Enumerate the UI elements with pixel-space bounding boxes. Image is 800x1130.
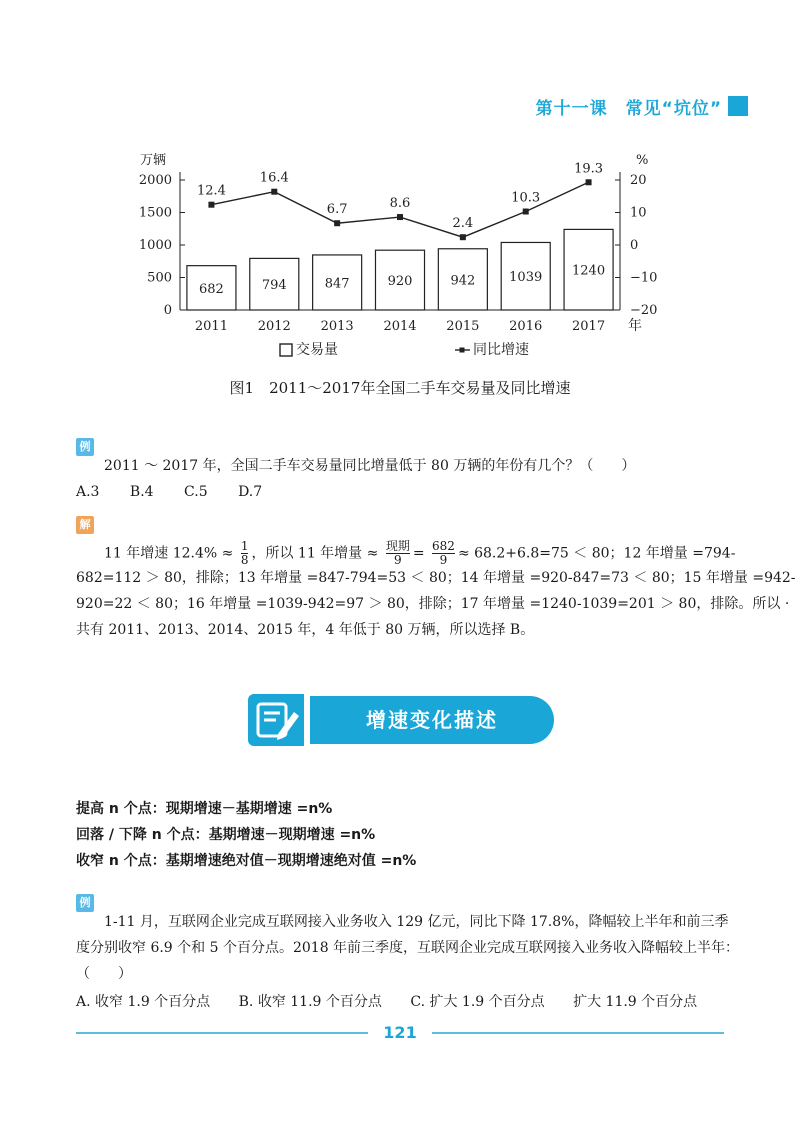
example1-question: 2011 ～ 2017 年，全国二手车交易量同比增量低于 80 万辆的年份有几个？（ ） [104,458,636,474]
fraction-denominator: 9 [439,553,448,567]
example-tag: 例 [76,438,94,456]
volume-bar-label: 682 [199,281,224,297]
x-tick-label: 2011 [194,319,228,334]
volume-bar-label: 942 [450,273,476,289]
growth-point [334,220,340,226]
example2-line2: 度分别收窄 6.9 个和 5 个百分点。2018 年前三季度，互联网企业完成互联网接入业务收入降幅较上半年： [76,940,740,956]
option-a: A. 收窄 1.9 个百分点 [76,994,211,1010]
fraction-682-9 [432,540,455,567]
solution-tag: 解 [76,516,94,534]
growth-point [208,202,214,208]
formula-decrease: 回落 / 下降 n 个点：基期增速－现期增速 =n% [76,827,376,843]
x-tick-label: 2012 [257,319,291,334]
volume-bar-label: 920 [387,274,413,290]
right-tick-label: −10 [630,270,658,286]
growth-label: 19.3 [574,161,604,177]
left-tick-label: 2000 [138,173,172,188]
option-b: B.4 [129,484,154,500]
trade-volume-chart [110,140,670,380]
left-tick-label: 0 [163,303,172,318]
page-number: 121 [383,1023,417,1042]
volume-bar-label: 1039 [509,270,543,286]
chapter-marker [728,96,748,116]
growth-label: 10.3 [511,190,541,206]
growth-point [523,209,529,215]
formula-increase: 提高 n 个点：现期增速－基期增速 =n% [76,801,333,817]
fraction-denominator: 9 [394,553,402,567]
fraction-numerator: 682 [432,539,455,553]
left-tick-label: 1500 [138,205,172,221]
fraction-current-9 [386,540,410,567]
growth-label: 6.7 [326,202,348,218]
pencil-notes-icon [248,694,304,746]
footer-rule-left [76,1032,368,1034]
example-tag: 例 [76,894,94,912]
growth-point [586,179,592,185]
right-tick-label: −20 [630,303,658,318]
right-tick-label: 10 [630,205,647,221]
solution-text: ，所以 11 年增量 ≈ [251,545,379,562]
volume-bar-label: 1240 [572,263,606,279]
legend-line-marker [460,348,465,353]
right-axis-unit: % [636,153,649,168]
solution1-line1 [104,540,735,567]
legend-bar-label: 交易量 [296,342,338,358]
option-d: D.7 [238,484,263,500]
solution1-line3: 920=22 ＜ 80；16 年增量 =1039-942=97 ＞ 80，排除；17 年增量 =1240-1039=201 ＞ 80，排除。所以 · [76,596,790,612]
x-tick-label: 2013 [320,319,354,334]
x-tick-label: 2015 [446,319,480,334]
growth-label: 16.4 [259,170,289,186]
growth-point [271,189,277,195]
solution1-line2: 682=112 ＞ 80，排除；13 年增量 =847-794=53 ＜ 80；14 年增量 =920-847=73 ＜ 80；15 年增量 =942- [76,570,796,586]
volume-bar-label: 794 [261,278,287,294]
fraction-numerator: 1 [240,539,249,553]
growth-point [397,214,403,220]
growth-label: 8.6 [389,196,411,212]
example2-options [76,990,697,1014]
section-title: 增速变化描述 [310,696,554,744]
growth-label: 2.4 [452,216,474,232]
left-tick-label: 1000 [138,238,172,253]
example2-line1: 1-11 月，互联网企业完成互联网接入业务收入 129 亿元，同比下降 17.8%，降幅较上半年和前三季 [104,914,729,930]
solution-text: 11 年增速 12.4% ≈ [104,545,234,562]
left-axis-unit: 万辆 [140,153,167,168]
legend-line-label: 同比增速 [473,342,529,358]
option-c: C.5 [184,484,208,500]
footer-rule-right [432,1032,724,1034]
left-tick-label: 500 [147,270,172,286]
chart-caption: 图1 2011～2017年全国二手车交易量及同比增速 [229,379,571,397]
solution-text: ≈ 68.2+6.8=75 ＜ 80；12 年增量 =794- [457,545,736,562]
legend-bar-swatch [280,344,292,356]
right-tick-label: 20 [630,173,647,188]
fraction-1-8 [241,540,249,567]
example2-line3: （ ） [76,966,132,982]
solution1-line4: 共有 2011、2013、2014、2015 年，4 年低于 80 万辆，所以选择 B。 [76,622,535,638]
option-d: 扩大 11.9 个百分点 [573,994,698,1010]
growth-point [460,234,466,240]
x-tick-label: 2017 [572,319,606,334]
example1-options [76,480,262,504]
formula-narrow: 收窄 n 个点：基期增速绝对值－现期增速绝对值 =n% [76,853,417,869]
volume-bar-label: 847 [324,276,350,292]
growth-label: 12.4 [196,183,226,199]
option-a: A.3 [76,484,100,500]
x-tick-label: 2014 [383,319,417,334]
x-axis-unit: 年 [628,318,642,334]
right-tick-label: 0 [630,238,639,253]
fraction-numerator: 现期 [385,539,410,553]
fraction-denominator: 8 [240,553,249,567]
option-b: B. 收窄 11.9 个百分点 [238,994,382,1010]
chapter-title: 第十一课 常见“坑位” [535,99,722,119]
equals-sign: = [412,545,425,562]
x-tick-label: 2016 [509,319,543,334]
option-c: C. 扩大 1.9 个百分点 [410,994,545,1010]
section-banner [248,694,554,746]
